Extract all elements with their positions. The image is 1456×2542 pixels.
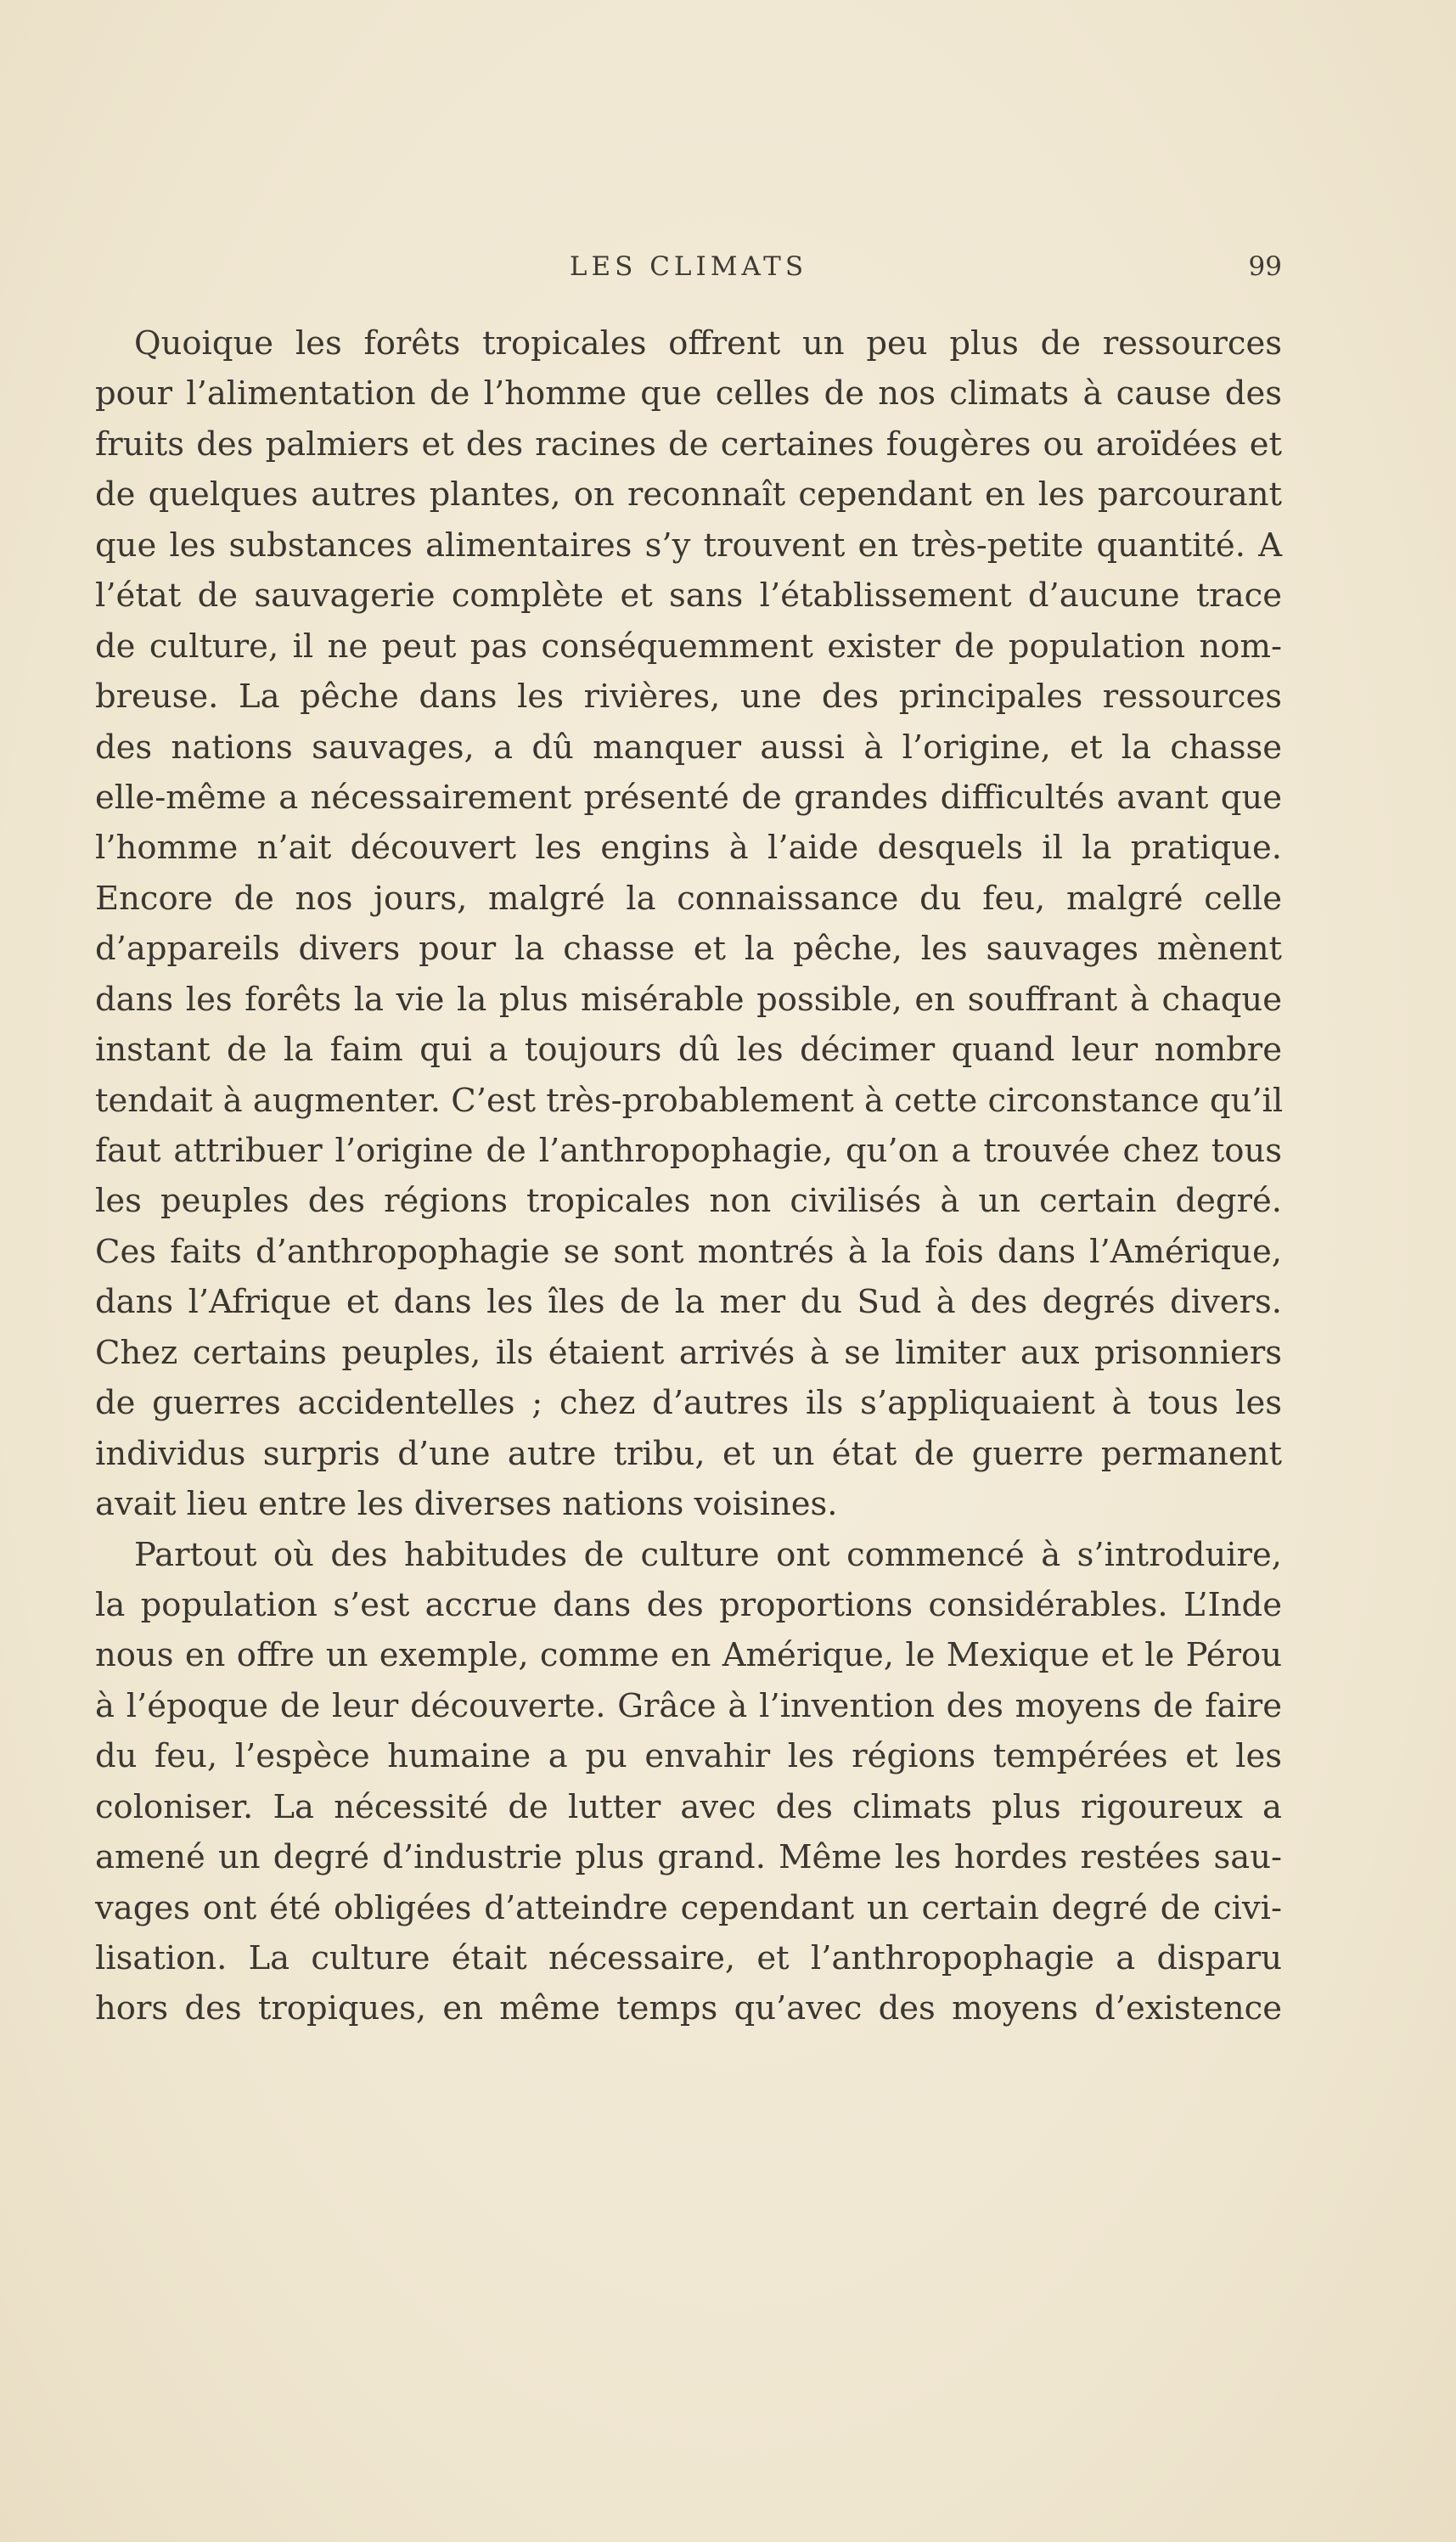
text-line: l’état de sauvagerie complète et sans l’établissement d’aucune trace bbox=[95, 576, 1282, 616]
page-number: 99 bbox=[1248, 251, 1282, 282]
text-line: amené un degré d’industrie plus grand. Même les hordes restées sau- bbox=[95, 1838, 1282, 1877]
text-line: Quoique les forêts tropicales offrent un peu plus de ressources bbox=[134, 324, 1282, 363]
text-line: de quelques autres plantes, on reconnaît cependant en les parcourant bbox=[95, 475, 1282, 515]
page-header bbox=[95, 251, 1282, 294]
text-line: de culture, il ne peut pas conséquemment exister de population nom- bbox=[95, 627, 1282, 666]
text-line: du feu, l’espèce humaine a pu envahir les régions tempérées et les bbox=[95, 1737, 1282, 1776]
text-line: Partout où des habitudes de culture ont commencé à s’introduire, bbox=[134, 1535, 1282, 1574]
text-line: des nations sauvages, a dû manquer aussi à l’origine, et la chasse bbox=[95, 728, 1282, 767]
text-line: de guerres accidentelles ; chez d’autres ils s’appliquaient à tous les bbox=[95, 1384, 1282, 1423]
text-line: à l’époque de leur découverte. Grâce à l’invention des moyens de faire bbox=[95, 1686, 1282, 1725]
paragraph bbox=[95, 1530, 1282, 2034]
text-line: instant de la faim qui a toujours dû les décimer quand leur nombre bbox=[95, 1031, 1282, 1070]
text-line: nous en offre un exemple, comme en Amérique, le Mexique et le Pérou bbox=[95, 1636, 1282, 1675]
text-line: la population s’est accrue dans des proportions considérables. L’Inde bbox=[95, 1585, 1282, 1624]
text-line: pour l’alimentation de l’homme que celles de nos climats à cause des bbox=[95, 374, 1282, 413]
text-line: elle-même a nécessairement présenté de grandes difficultés avant que bbox=[95, 778, 1282, 817]
text-line: que les substances alimentaires s’y trouvent en très-petite quantité. A bbox=[95, 526, 1282, 565]
body-text bbox=[95, 318, 1282, 2034]
text-line: les peuples des régions tropicales non civilisés à un certain degré. bbox=[95, 1182, 1282, 1221]
text-line: lisation. La culture était nécessaire, et l’anthropophagie a disparu bbox=[95, 1939, 1282, 1977]
text-line: faut attribuer l’origine de l’anthropophagie, qu’on a trouvée chez tous bbox=[95, 1132, 1282, 1170]
text-line: Encore de nos jours, malgré la connaissance du feu, malgré celle bbox=[95, 879, 1282, 918]
text-line: d’appareils divers pour la chasse et la pêche, les sauvages mènent bbox=[95, 930, 1282, 969]
text-line: coloniser. La nécessité de lutter avec des climats plus rigoureux a bbox=[95, 1787, 1282, 1826]
paragraph bbox=[95, 318, 1282, 1530]
text-line: l’homme n’ait découvert les engins à l’aide desquels il la pratique. bbox=[95, 829, 1282, 868]
running-title: LES CLIMATS bbox=[569, 251, 808, 282]
text-line: dans l’Afrique et dans les îles de la mer du Sud à des degrés divers. bbox=[95, 1283, 1282, 1322]
text-line: Ces faits d’anthropophagie se sont montrés à la fois dans l’Amérique, bbox=[95, 1232, 1282, 1271]
text-line: avait lieu entre les diverses nations voisines. bbox=[95, 1485, 838, 1524]
text-line: breuse. La pêche dans les rivières, une des principales ressources bbox=[95, 678, 1282, 717]
text-line: tendait à augmenter. C’est très-probablement à cette circonstance qu’il bbox=[95, 1081, 1284, 1120]
text-line: hors des tropiques, en même temps qu’avec des moyens d’existence bbox=[95, 1989, 1282, 2028]
text-line: fruits des palmiers et des racines de certaines fougères ou aroïdées et bbox=[95, 425, 1282, 464]
text-line: Chez certains peuples, ils étaient arrivés à se limiter aux prisonniers bbox=[95, 1333, 1282, 1372]
text-line: vages ont été obligées d’atteindre cependant un certain degré de civi- bbox=[95, 1888, 1282, 1927]
text-line: dans les forêts la vie la plus misérable possible, en souffrant à chaque bbox=[95, 980, 1282, 1019]
text-line: individus surpris d’une autre tribu, et un état de guerre permanent bbox=[95, 1434, 1282, 1473]
